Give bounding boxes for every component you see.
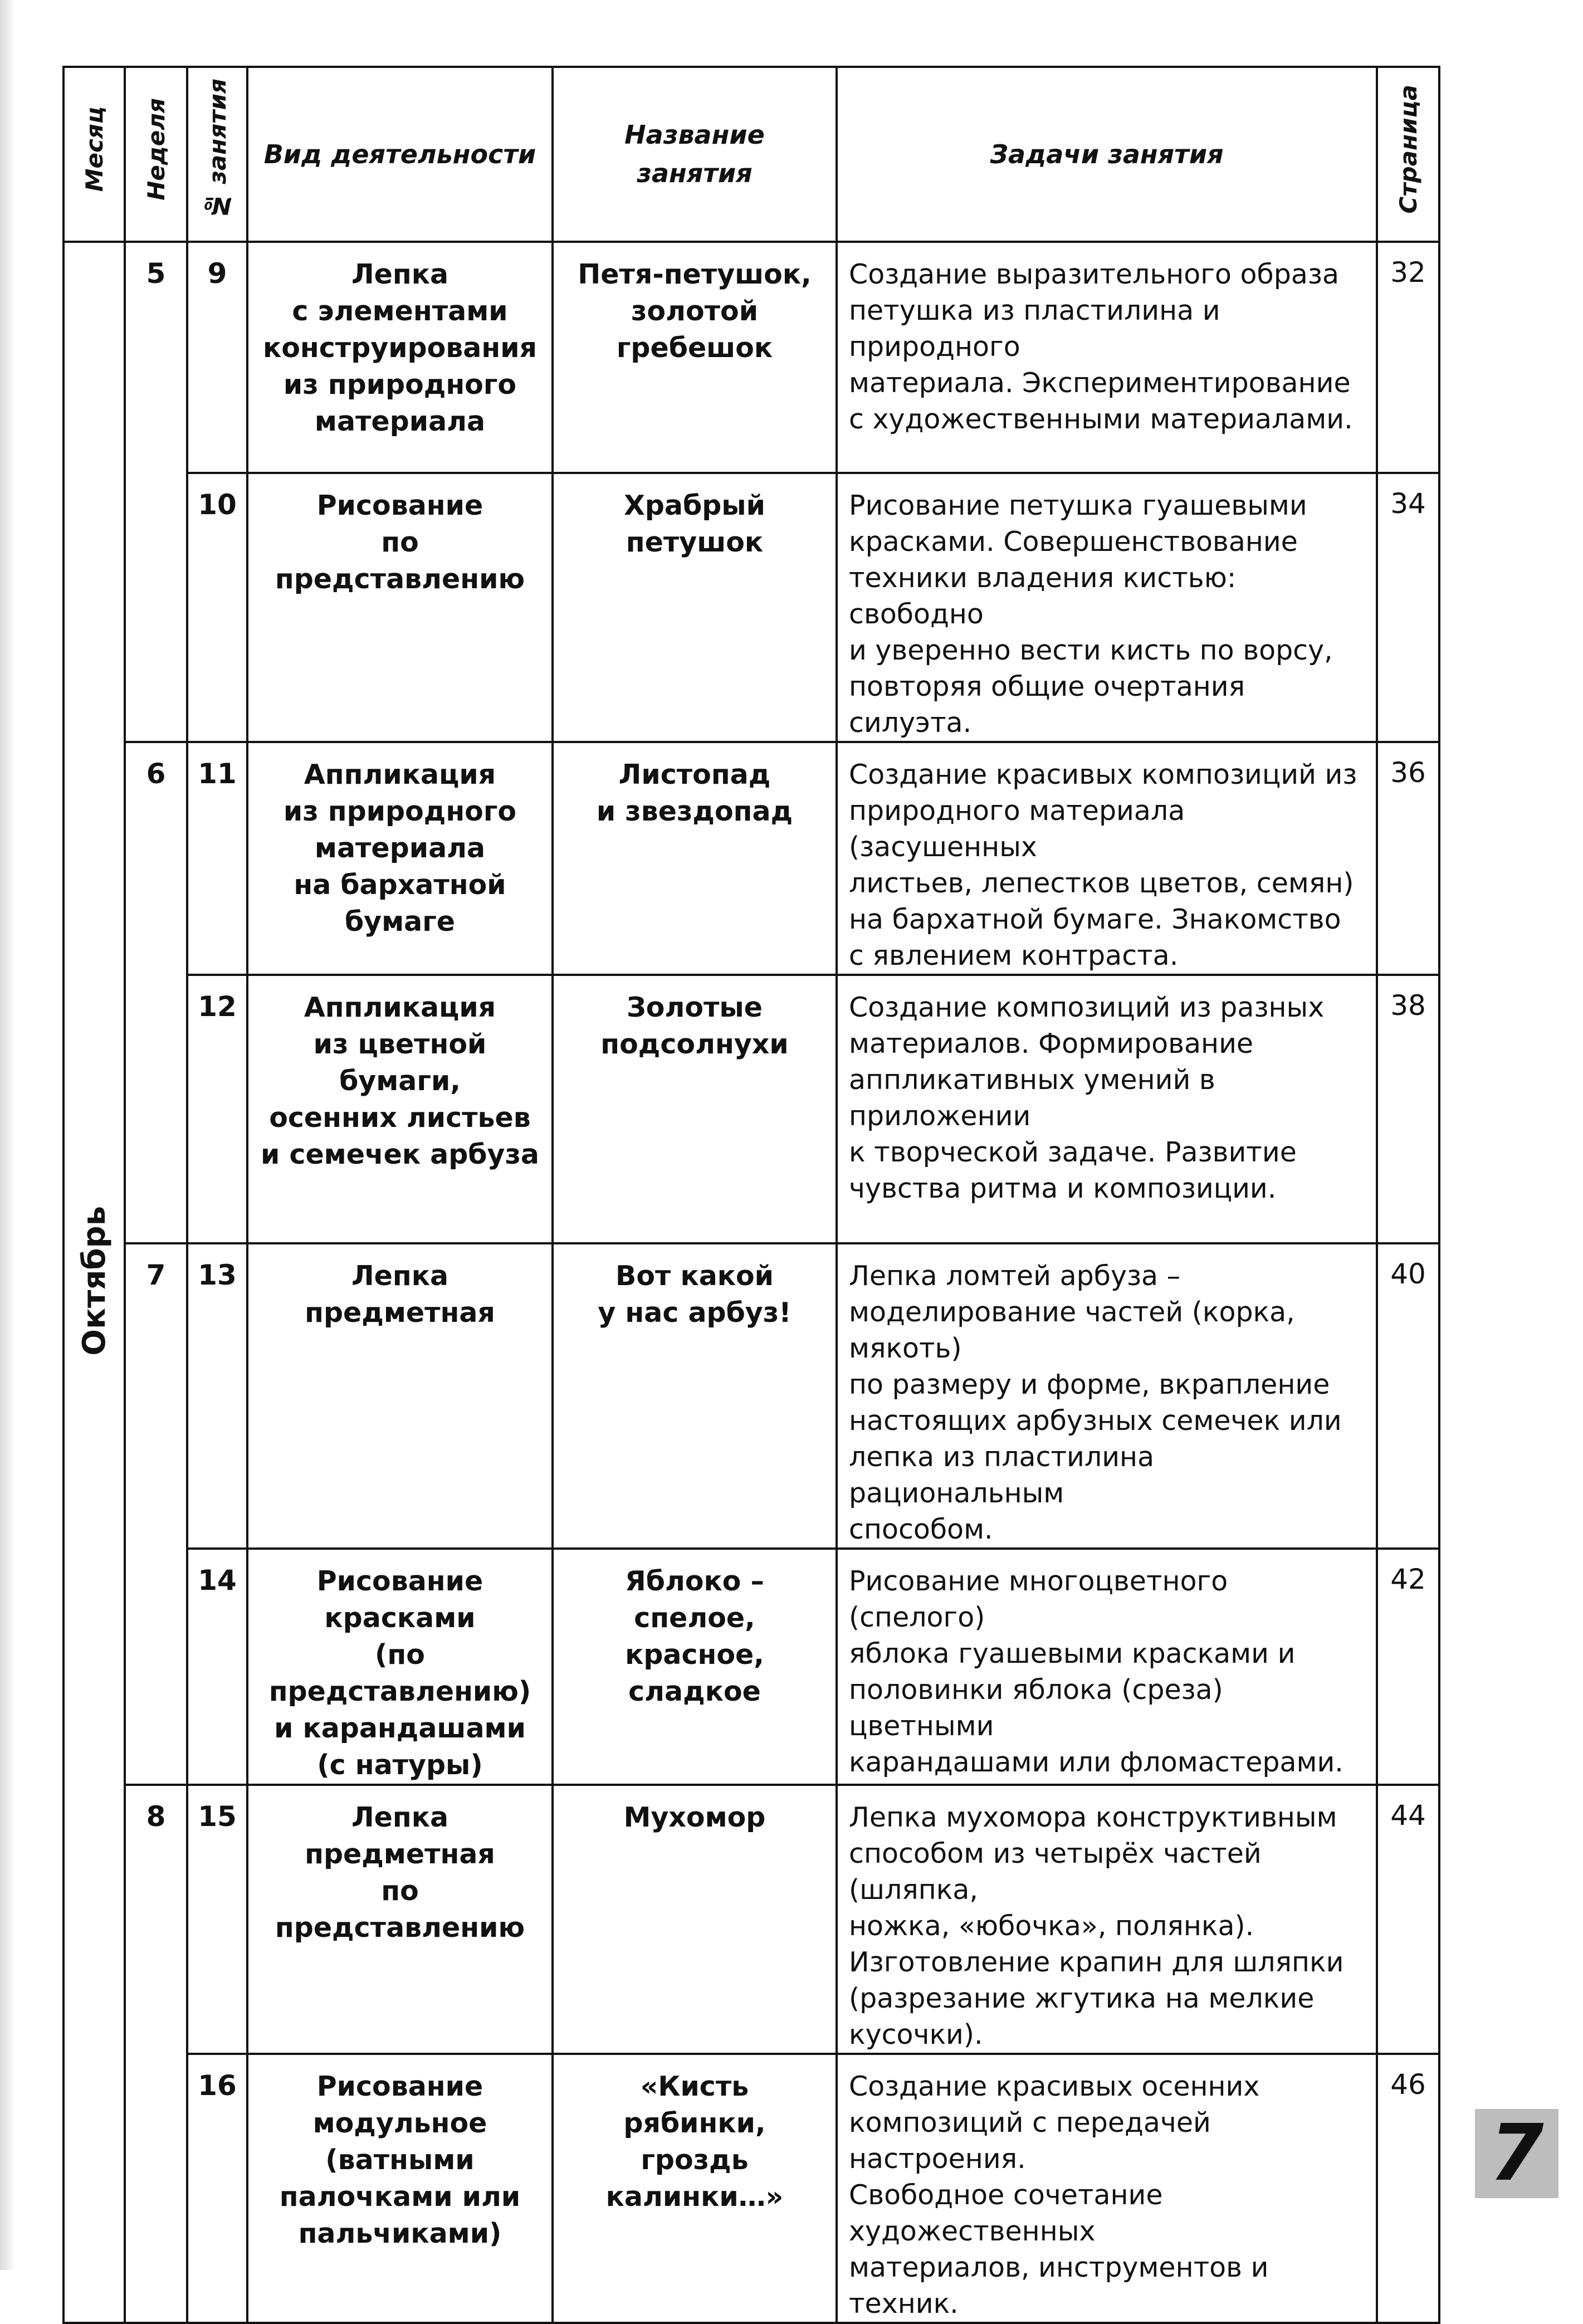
week-number: 8 [125,1785,187,2323]
lesson-number: 9 [187,242,247,473]
table-row [63,1549,1439,1785]
header-lesson-number [187,67,247,242]
lesson-number: 16 [187,2054,247,2323]
header-title: Название занятия [553,67,837,242]
table-row [63,975,1439,1243]
header-row [63,67,1439,242]
lesson-tasks: Создание выразительного образа петушка из пластилина и природного материала. Экспериментирование с художественными материалами. [837,242,1377,473]
lesson-plan-table-wrapper [62,66,1438,2324]
header-week [125,67,187,242]
lesson-number: 12 [187,975,247,1243]
header-tasks: Задачи занятия [837,67,1377,242]
page-reference: 38 [1377,975,1439,1243]
table-row [63,1785,1439,2054]
lesson-number: 15 [187,1785,247,2054]
table-row [63,473,1439,742]
lesson-title: Храбрый петушок [553,473,837,742]
activity-type: Рисование красками (по представлению) и карандашами (с натуры) [247,1549,553,1785]
lesson-tasks: Создание композиций из разных материалов. Формирование аппликативных умений в приложении к творческой задаче. Развитие чувства ритма и композиции. [837,975,1377,1243]
week-number: 5 [125,242,187,742]
activity-type: Аппликация из природного материала на бархатной бумаге [247,742,553,975]
header-page [1377,67,1439,242]
table-row [63,2054,1439,2323]
lesson-tasks: Рисование петушка гуашевыми красками. Совершенствование техники владения кистью: свободно и уверенно вести кисть по ворсу, повторяя общие очертания силуэта. [837,473,1377,742]
week-number: 7 [125,1243,187,1785]
header-week-label: Неделя [142,97,170,201]
page-reference: 34 [1377,473,1439,742]
table-row [63,742,1439,975]
lesson-title: Петя-петушок, золотой гребешок [553,242,837,473]
week-number: 6 [125,742,187,1243]
lesson-plan-table [62,66,1440,2324]
page-reference: 46 [1377,2054,1439,2323]
lesson-title: Листопад и звездопад [553,742,837,975]
page-reference: 36 [1377,742,1439,975]
activity-type: Лепка с элементами конструирования из природного материала [247,242,553,473]
lesson-number: 13 [187,1243,247,1549]
activity-type: Рисование модульное (ватными палочками или пальчиками) [247,2054,553,2323]
lesson-title: «Кисть рябинки, гроздь калинки…» [553,2054,837,2323]
lesson-number: 14 [187,1549,247,1785]
lesson-title: Вот какой у нас арбуз! [553,1243,837,1549]
header-activity: Вид деятельности [247,67,553,242]
activity-type: Аппликация из цветной бумаги, осенних листьев и семечек арбуза [247,975,553,1243]
page-edge-shadow [0,0,16,2270]
page-reference: 40 [1377,1243,1439,1549]
header-lesson-number-label: № занятия [203,78,231,220]
page-reference: 44 [1377,1785,1439,2054]
lesson-title: Золотые подсолнухи [553,975,837,1243]
header-page-label: Страница [1394,84,1422,214]
lesson-tasks: Создание красивых осенних композиций с передачей настроения. Свободное сочетание художественных материалов, инструментов и техник. [837,2054,1377,2323]
month-name: Октябрь [76,1206,113,1356]
table-row [63,242,1439,473]
lesson-tasks: Лепка ломтей арбуза – моделирование частей (корка, мякоть) по размеру и форме, вкрапление настоящих арбузных семечек или лепка из пластилина рациональным способом. [837,1243,1377,1549]
header-month-label: Месяц [80,106,108,192]
page-number: 7 [1475,2109,1558,2198]
lesson-title: Мухомор [553,1785,837,2054]
activity-type: Рисование по представлению [247,473,553,742]
header-month [63,67,125,242]
lesson-title: Яблоко – спелое, красное, сладкое [553,1549,837,1785]
lesson-number: 10 [187,473,247,742]
page-reference: 42 [1377,1549,1439,1785]
activity-type: Лепка предметная [247,1243,553,1549]
page-reference: 32 [1377,242,1439,473]
activity-type: Лепка предметная по представлению [247,1785,553,2054]
lesson-tasks: Создание красивых композиций из природного материала (засушенных листьев, лепестков цветов, семян) на бархатной бумаге. Знакомство с явлением контраста. [837,742,1377,975]
month-cell [63,242,125,2323]
lesson-number: 11 [187,742,247,975]
table-row [63,1243,1439,1549]
lesson-tasks: Лепка мухомора конструктивным способом из четырёх частей (шляпка, ножка, «юбочка», полянка). Изготовление крапин для шляпки (разрезание жгутика на мелкие кусочки). [837,1785,1377,2054]
lesson-tasks: Рисование многоцветного (спелого) яблока гуашевыми красками и половинки яблока (среза) цветными карандашами или фломастерами. [837,1549,1377,1785]
